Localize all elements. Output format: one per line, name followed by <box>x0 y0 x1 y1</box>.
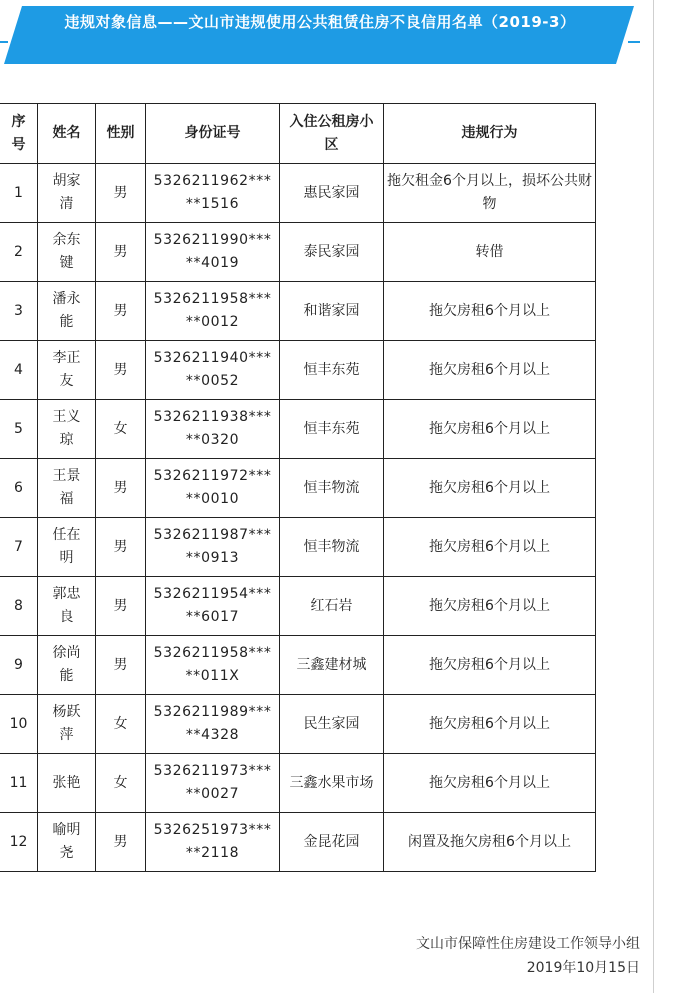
footer-date: 2019年10月15日 <box>526 960 640 976</box>
row-gender: 男 <box>96 341 146 400</box>
row-name: 胡家清 <box>38 164 96 223</box>
row-name: 王景福 <box>38 459 96 518</box>
table-row <box>0 341 596 400</box>
table-row <box>0 577 596 636</box>
row-id-number: 5326211940*****0052 <box>146 341 280 400</box>
row-violation: 拖欠房租6个月以上 <box>384 695 596 754</box>
row-id-number: 5326211958*****011X <box>146 636 280 695</box>
row-id-number: 5326211954*****6017 <box>146 577 280 636</box>
table-row <box>0 695 596 754</box>
header-gender: 性别 <box>96 104 146 164</box>
row-community: 三鑫水果市场 <box>280 754 384 813</box>
row-name: 郭忠良 <box>38 577 96 636</box>
row-index: 6 <box>0 459 38 518</box>
row-violation: 拖欠房租6个月以上 <box>384 400 596 459</box>
row-violation: 拖欠房租6个月以上 <box>384 459 596 518</box>
table-row <box>0 636 596 695</box>
row-id-number: 5326211938*****0320 <box>146 400 280 459</box>
row-gender: 男 <box>96 636 146 695</box>
row-community: 惠民家园 <box>280 164 384 223</box>
row-gender: 女 <box>96 400 146 459</box>
header-id-number: 身份证号 <box>146 104 280 164</box>
row-name: 李正友 <box>38 341 96 400</box>
row-community: 恒丰东苑 <box>280 400 384 459</box>
row-violation: 转借 <box>384 223 596 282</box>
row-id-number: 5326211990*****4019 <box>146 223 280 282</box>
footer-organization: 文山市保障性住房建设工作领导小组 <box>416 936 640 952</box>
row-community: 金昆花园 <box>280 813 384 872</box>
row-id-number: 5326211972*****0010 <box>146 459 280 518</box>
row-gender: 男 <box>96 223 146 282</box>
row-index: 9 <box>0 636 38 695</box>
page-title: 违规对象信息——文山市违规使用公共租赁住房不良信用名单（2019-3） <box>64 13 576 31</box>
row-violation: 闲置及拖欠房租6个月以上 <box>384 813 596 872</box>
header-name: 姓名 <box>38 104 96 164</box>
row-name: 王义琼 <box>38 400 96 459</box>
table-row <box>0 813 596 872</box>
row-index: 1 <box>0 164 38 223</box>
row-id-number: 5326211973*****0027 <box>146 754 280 813</box>
row-gender: 男 <box>96 577 146 636</box>
row-name: 任在明 <box>38 518 96 577</box>
row-index: 10 <box>0 695 38 754</box>
table-row <box>0 400 596 459</box>
title-banner <box>0 0 678 70</box>
page-divider-line <box>653 0 654 993</box>
row-violation: 拖欠房租6个月以上 <box>384 636 596 695</box>
row-gender: 女 <box>96 754 146 813</box>
row-index: 4 <box>0 341 38 400</box>
row-community: 恒丰物流 <box>280 459 384 518</box>
row-violation: 拖欠房租6个月以上 <box>384 577 596 636</box>
banner-right-dash <box>628 41 640 43</box>
table-row <box>0 223 596 282</box>
table-row <box>0 282 596 341</box>
row-community: 泰民家园 <box>280 223 384 282</box>
header-community: 入住公租房小区 <box>280 104 384 164</box>
row-id-number: 5326211962*****1516 <box>146 164 280 223</box>
row-id-number: 5326211989*****4328 <box>146 695 280 754</box>
table-row <box>0 518 596 577</box>
row-index: 8 <box>0 577 38 636</box>
row-name: 潘永能 <box>38 282 96 341</box>
header-index: 序号 <box>0 104 38 164</box>
banner-left-dash <box>0 41 8 43</box>
table-header-row <box>0 104 596 164</box>
row-violation: 拖欠房租6个月以上 <box>384 518 596 577</box>
row-index: 12 <box>0 813 38 872</box>
row-gender: 男 <box>96 459 146 518</box>
row-name: 余东键 <box>38 223 96 282</box>
row-gender: 女 <box>96 695 146 754</box>
row-index: 3 <box>0 282 38 341</box>
row-name: 喻明尧 <box>38 813 96 872</box>
row-id-number: 5326211987*****0913 <box>146 518 280 577</box>
row-community: 民生家园 <box>280 695 384 754</box>
row-violation: 拖欠房租6个月以上 <box>384 341 596 400</box>
table-row <box>0 164 596 223</box>
row-name: 张艳 <box>38 754 96 813</box>
row-index: 11 <box>0 754 38 813</box>
row-violation: 拖欠租金6个月以上，损坏公共财物 <box>384 164 596 223</box>
table-row <box>0 459 596 518</box>
row-gender: 男 <box>96 813 146 872</box>
row-community: 红石岩 <box>280 577 384 636</box>
row-name: 徐尚能 <box>38 636 96 695</box>
table-row <box>0 754 596 813</box>
header-violation: 违规行为 <box>384 104 596 164</box>
row-violation: 拖欠房租6个月以上 <box>384 754 596 813</box>
row-index: 5 <box>0 400 38 459</box>
row-community: 恒丰东苑 <box>280 341 384 400</box>
row-name: 杨跃萍 <box>38 695 96 754</box>
violation-table <box>0 103 596 872</box>
row-violation: 拖欠房租6个月以上 <box>384 282 596 341</box>
row-community: 恒丰物流 <box>280 518 384 577</box>
row-community: 和谐家园 <box>280 282 384 341</box>
row-id-number: 5326251973*****2118 <box>146 813 280 872</box>
row-gender: 男 <box>96 282 146 341</box>
footer <box>416 932 640 980</box>
row-index: 7 <box>0 518 38 577</box>
row-id-number: 5326211958*****0012 <box>146 282 280 341</box>
row-gender: 男 <box>96 164 146 223</box>
row-index: 2 <box>0 223 38 282</box>
row-gender: 男 <box>96 518 146 577</box>
row-community: 三鑫建材城 <box>280 636 384 695</box>
